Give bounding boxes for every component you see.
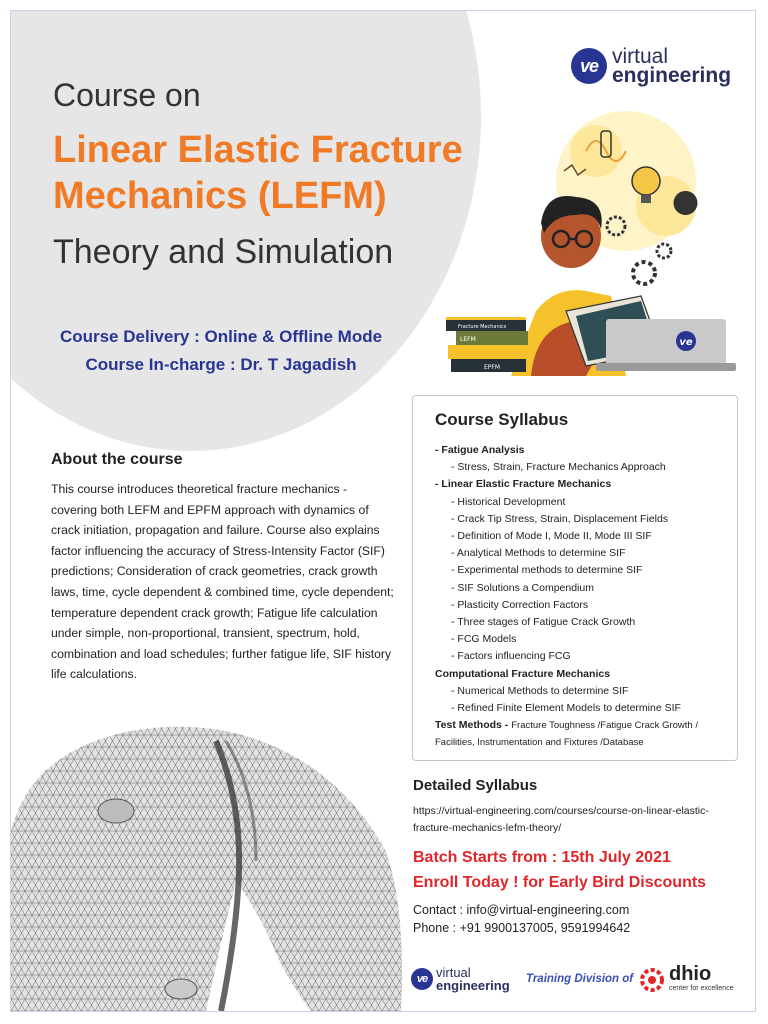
syllabus-item: - FCG Models — [451, 633, 517, 646]
svg-text:LEFM: LEFM — [460, 336, 476, 343]
syllabus-item: - Crack Tip Stress, Strain, Displacement Fields — [451, 512, 669, 525]
syllabus-item: - Definition of Mode I, Mode II, Mode III SIF — [451, 530, 652, 543]
dhio-tagline: center for excellence — [669, 985, 734, 992]
detailed-url-line2: fracture-mechanics-lefm-theory/ — [413, 822, 562, 834]
syllabus-item: - Three stages of Fatigue Crack Growth — [451, 616, 636, 629]
course-delivery: Course Delivery : Online & Offline Mode — [59, 327, 383, 346]
enroll-today-text: Enroll Today ! for Early Bird Discounts — [413, 874, 707, 891]
syllabus-heading-test: Test Methods - — [435, 719, 512, 732]
contact-info — [413, 901, 630, 937]
course-title — [53, 127, 463, 219]
syllabus-heading-computational: Computational Fracture Mechanics — [435, 667, 611, 680]
fracture-mesh-image — [11, 711, 406, 1011]
syllabus-item: - Numerical Methods to determine SIF — [451, 684, 629, 697]
detailed-syllabus-link[interactable] — [413, 803, 743, 837]
detailed-syllabus-heading: Detailed Syllabus — [413, 777, 538, 794]
detailed-url-line1: https://virtual-engineering.com/courses/course-on-linear-elastic- — [413, 805, 709, 817]
syllabus-item: - Refined Finite Element Models to determine SIF — [451, 702, 681, 715]
batch-info — [413, 845, 706, 895]
syllabus-item: - Experimental methods to determine SIF — [451, 564, 643, 577]
syllabus-item: - Stress, Strain, Fracture Mechanics Approach — [451, 461, 666, 474]
training-division-text: Training Division of — [526, 973, 634, 985]
dhio-name: dhio — [669, 963, 712, 985]
about-course-heading: About the course — [51, 451, 183, 468]
course-syllabus-heading: Course Syllabus — [435, 410, 569, 429]
syllabus-test-text1: Fracture Toughness /Fatigue Crack Growth / — [511, 720, 698, 732]
svg-text:Fracture Mechanics: Fracture Mechanics — [458, 324, 507, 330]
syllabus-list — [435, 442, 698, 752]
course-title-line2: Mechanics (LEFM) — [53, 175, 387, 217]
virtual-engineering-logo — [571, 47, 731, 85]
footer — [411, 963, 751, 1003]
student-reading-illustration — [436, 111, 746, 376]
syllabus-item: - SIF Solutions a Compendium — [451, 581, 594, 594]
syllabus-heading-lefm: - Linear Elastic Fracture Mechanics — [435, 478, 612, 491]
svg-text:ve: ve — [679, 337, 693, 348]
contact-phone[interactable]: Phone : +91 9900137005, 9591994642 — [413, 921, 631, 935]
about-course-text: This course introduces theoretical fracture mechanics - covering both LEFM and EPFM approach with dynamics of crack initiation, propagation and failure. Course also explains factor influencing the accuracy of Stress-Intensity Factor (SIF) predictions; Consideration of crack geometries, crack growth laws, time, cycle dependent & combined time, cycle dependent; temperature dependent crack growth; Fatigue life calculation under simple, non-proportional, transient, spectrum, hold, combination and load schedules; further fatigue life, SIF history life calculations. — [51, 482, 394, 682]
ve-logo-icon: ve — [411, 968, 433, 990]
batch-start-date: Batch Starts from : 15th July 2021 — [413, 849, 671, 866]
ve-logo-icon: ve — [571, 48, 607, 84]
course-syllabus-box — [412, 395, 738, 761]
dhio-gear-icon — [639, 967, 665, 993]
syllabus-test-text2: Facilities, Instrumentation and Fixtures /Database — [435, 737, 644, 749]
footer-logo-line1: virtual — [436, 965, 471, 980]
course-title-line1: Linear Elastic Fracture — [53, 129, 463, 171]
syllabus-item: - Plasticity Correction Factors — [451, 598, 589, 611]
delivery-info — [11, 323, 431, 379]
flyer-frame — [10, 10, 756, 1012]
footer-logo-line2: engineering — [436, 978, 510, 993]
course-on-heading: Course on — [53, 77, 201, 113]
course-subtitle: Theory and Simulation — [53, 233, 394, 271]
syllabus-item: - Analytical Methods to determine SIF — [451, 547, 626, 560]
syllabus-item: - Factors influencing FCG — [451, 650, 571, 663]
logo-line1: virtual — [612, 45, 669, 68]
course-incharge: Course In-charge : Dr. T Jagadish — [85, 355, 357, 374]
syllabus-heading-fatigue: - Fatigue Analysis — [435, 444, 525, 456]
footer-ve-logo — [411, 966, 510, 992]
syllabus-item: - Historical Development — [451, 495, 566, 508]
svg-text:EPFM: EPFM — [484, 364, 501, 371]
dhio-logo — [639, 965, 734, 995]
logo-line2: engineering — [612, 64, 732, 87]
syllabus-test-methods — [435, 717, 698, 734]
contact-email[interactable]: Contact : info@virtual-engineering.com — [413, 903, 630, 917]
